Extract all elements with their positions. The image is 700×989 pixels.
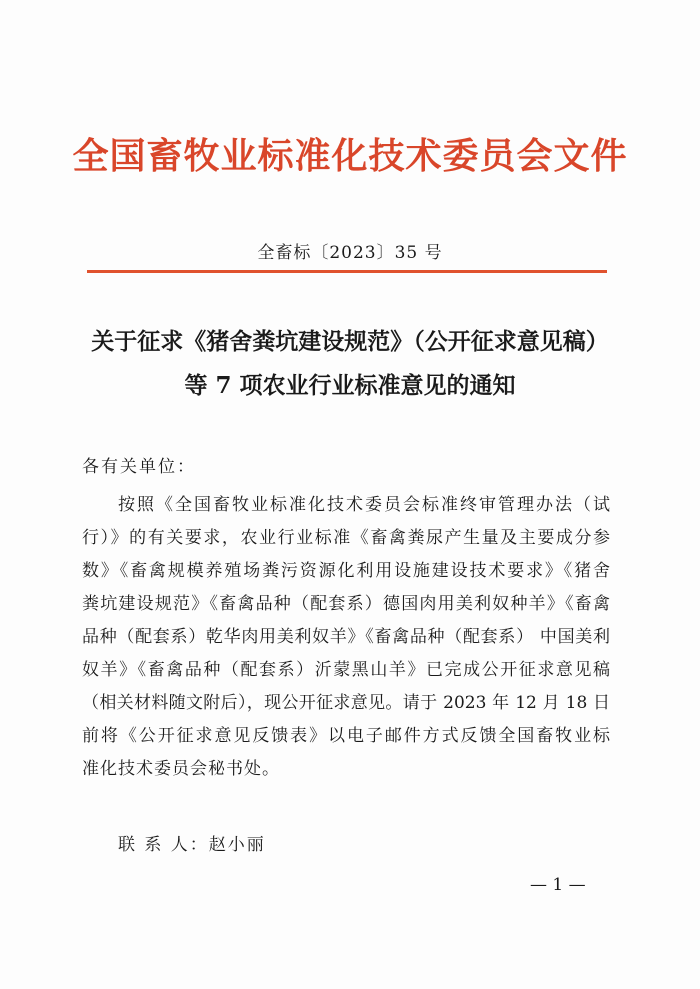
body-line: 按照《全国畜牧业标准化技术委员会标准终审管理办法（试 [118,495,610,515]
salutation: 各有关单位： [82,457,196,477]
body-paragraph [82,489,610,786]
body-line: （相关材料随文附后），现公开征求意见。请于 2023 年 12 月 18 日 [82,693,610,713]
subject-line-2: 等 7 项农业行业标准意见的通知 [184,372,516,399]
body-line: 行）》的有关要求，农业行业标准《畜禽粪尿产生量及主要成分参 [82,528,610,548]
notice-subject [0,320,700,408]
body-line: 数》《畜禽规模养殖场粪污资源化利用设施建设技术要求》《猪舍 [82,561,610,581]
contact-person: 联 系 人：赵小丽 [118,835,266,855]
body-line: 奴羊》《畜禽品种（配套系）沂蒙黑山羊》已完成公开征求意见稿 [82,660,610,680]
document-number: 全畜标〔2023〕35 号 [257,243,443,263]
body-line: 准化技术委员会秘书处。 [82,759,280,779]
red-separator-line [87,270,607,273]
body-line: 前将《公开征求意见反馈表》以电子邮件方式反馈全国畜牧业标 [82,726,610,746]
body-line: 品种（配套系）乾华肉用美利奴羊》《畜禽品种（配套系） 中国美利 [82,627,610,647]
page-number: — 1 — [530,875,586,895]
document-header-title: 全国畜牧业标准化技术委员会文件 [72,136,628,177]
subject-line-1: 关于征求《猪舍粪坑建设规范》（公开征求意见稿） [91,328,609,355]
body-line: 粪坑建设规范》《畜禽品种（配套系）德国肉用美利奴种羊》《畜禽 [82,594,610,614]
